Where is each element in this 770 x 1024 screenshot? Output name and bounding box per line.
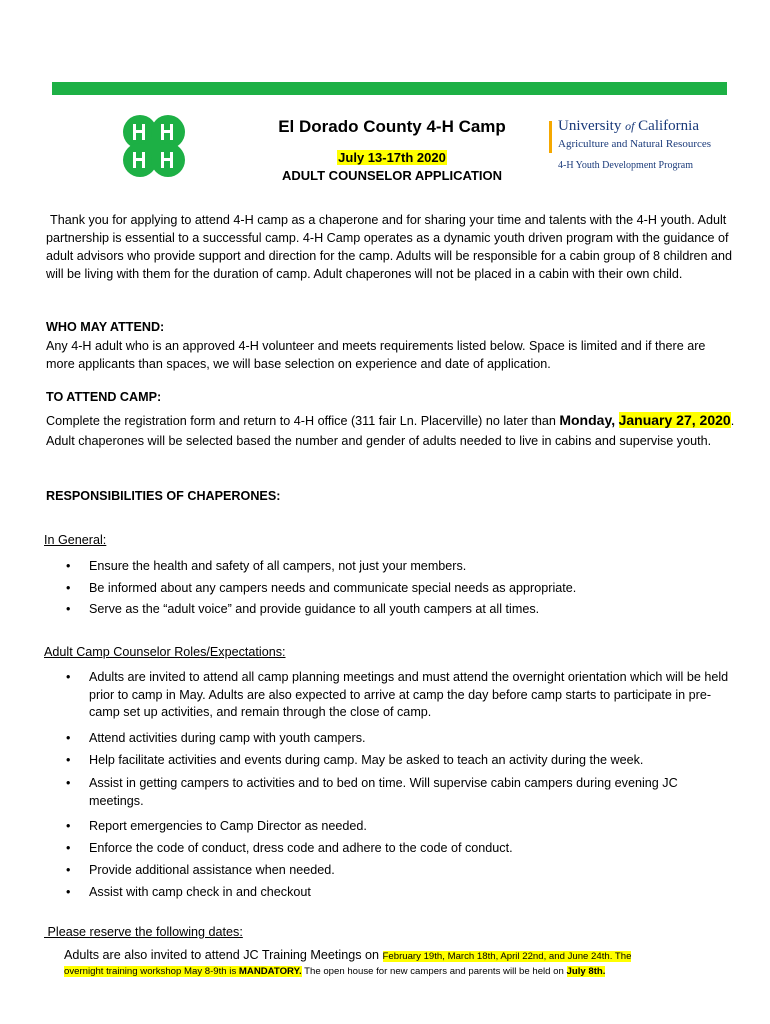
list-item: • Help facilitate activities and events during camp. May be asked to teach an activity during the week. bbox=[62, 750, 732, 772]
who-heading: WHO MAY ATTEND: bbox=[46, 320, 165, 334]
green-header-bar bbox=[52, 82, 727, 95]
roles-list-b bbox=[62, 728, 732, 810]
general-list bbox=[62, 556, 732, 621]
roles-label: Adult Camp Counselor Roles/Expectations: bbox=[44, 645, 286, 659]
overnight-line: overnight training workshop May 8-9th is MANDATORY. The open house for new campers and parents will be held on July 8th. bbox=[64, 966, 606, 977]
uc-logo-name: University of California bbox=[558, 118, 699, 134]
roles-list-c bbox=[62, 815, 732, 903]
list-item: • Enforce the code of conduct, dress code and adhere to the code of conduct. bbox=[62, 837, 732, 859]
dates-label: Please reserve the following dates: bbox=[44, 925, 243, 939]
list-item: • Serve as the “adult voice” and provide guidance to all youth campers at all times. bbox=[62, 599, 732, 621]
list-item: • Ensure the health and safety of all campers, not just your members. bbox=[62, 556, 732, 578]
attend-paragraph: Complete the registration form and return to 4-H office (311 fair Ln. Placerville) no later than Monday, January 27, 2020. Adult chaperones will be selected based the number and gender of adults needed to live in cabins and supervise youth. bbox=[46, 412, 735, 448]
general-label: In General: bbox=[44, 533, 107, 547]
uc-logo-division: Agriculture and Natural Resources bbox=[558, 138, 712, 150]
page-title: El Dorado County 4-H Camp bbox=[278, 117, 506, 136]
list-item: • Assist in getting campers to activities and to bed on time. Will supervise cabin campers during evening JC meetings. bbox=[62, 774, 732, 810]
list-item: • Report emergencies to Camp Director as needed. bbox=[62, 815, 732, 837]
page-subtitle: ADULT COUNSELOR APPLICATION bbox=[281, 168, 503, 183]
4h-clover-logo bbox=[118, 110, 190, 182]
uc-logo-program: 4-H Youth Development Program bbox=[558, 160, 693, 171]
camp-dates: July 13-17th 2020 bbox=[338, 150, 446, 165]
responsibilities-heading: RESPONSIBILITIES OF CHAPERONES: bbox=[46, 489, 281, 503]
list-item: • Attend activities during camp with youth campers. bbox=[62, 728, 732, 750]
attend-heading: TO ATTEND CAMP: bbox=[46, 390, 162, 404]
list-item: • Adults are invited to attend all camp planning meetings and must attend the overnight orientation which will be held prior to camp in May. Adults are also expected to arrive at camp the day before camp starts to participate in pre-camp set up activities, and remain through the close of camp. bbox=[62, 669, 732, 722]
intro-paragraph: Thank you for applying to attend 4-H camp as a chaperone and for sharing your time and talents with the 4-H youth. Adult partnership is essential to a successful camp. 4-H Camp operates as a dynamic youth driven program with the guidance of adult advisors who provide support and direction for the camp. Adults will be responsible for a cabin group of 8 children and will be living with them for the duration of camp. Adult chaperones will not be placed in a cabin with their own child. bbox=[46, 213, 733, 281]
uc-logo-bar bbox=[549, 121, 552, 153]
roles-list-a bbox=[62, 669, 732, 722]
who-paragraph: Any 4-H adult who is an approved 4-H volunteer and meets requirements listed below. Space is limited and if there are more applicants than spaces, we will base selection on experience and date of application. bbox=[46, 339, 706, 371]
list-item: • Provide additional assistance when needed. bbox=[62, 859, 732, 881]
list-item: • Be informed about any campers needs and communicate special needs as appropriate. bbox=[62, 578, 732, 600]
jc-training-line: Adults are also invited to attend JC Training Meetings on February 19th, March 18th, April 22nd, and June 24th. The bbox=[64, 948, 632, 962]
list-item: • Assist with camp check in and checkout bbox=[62, 881, 732, 903]
